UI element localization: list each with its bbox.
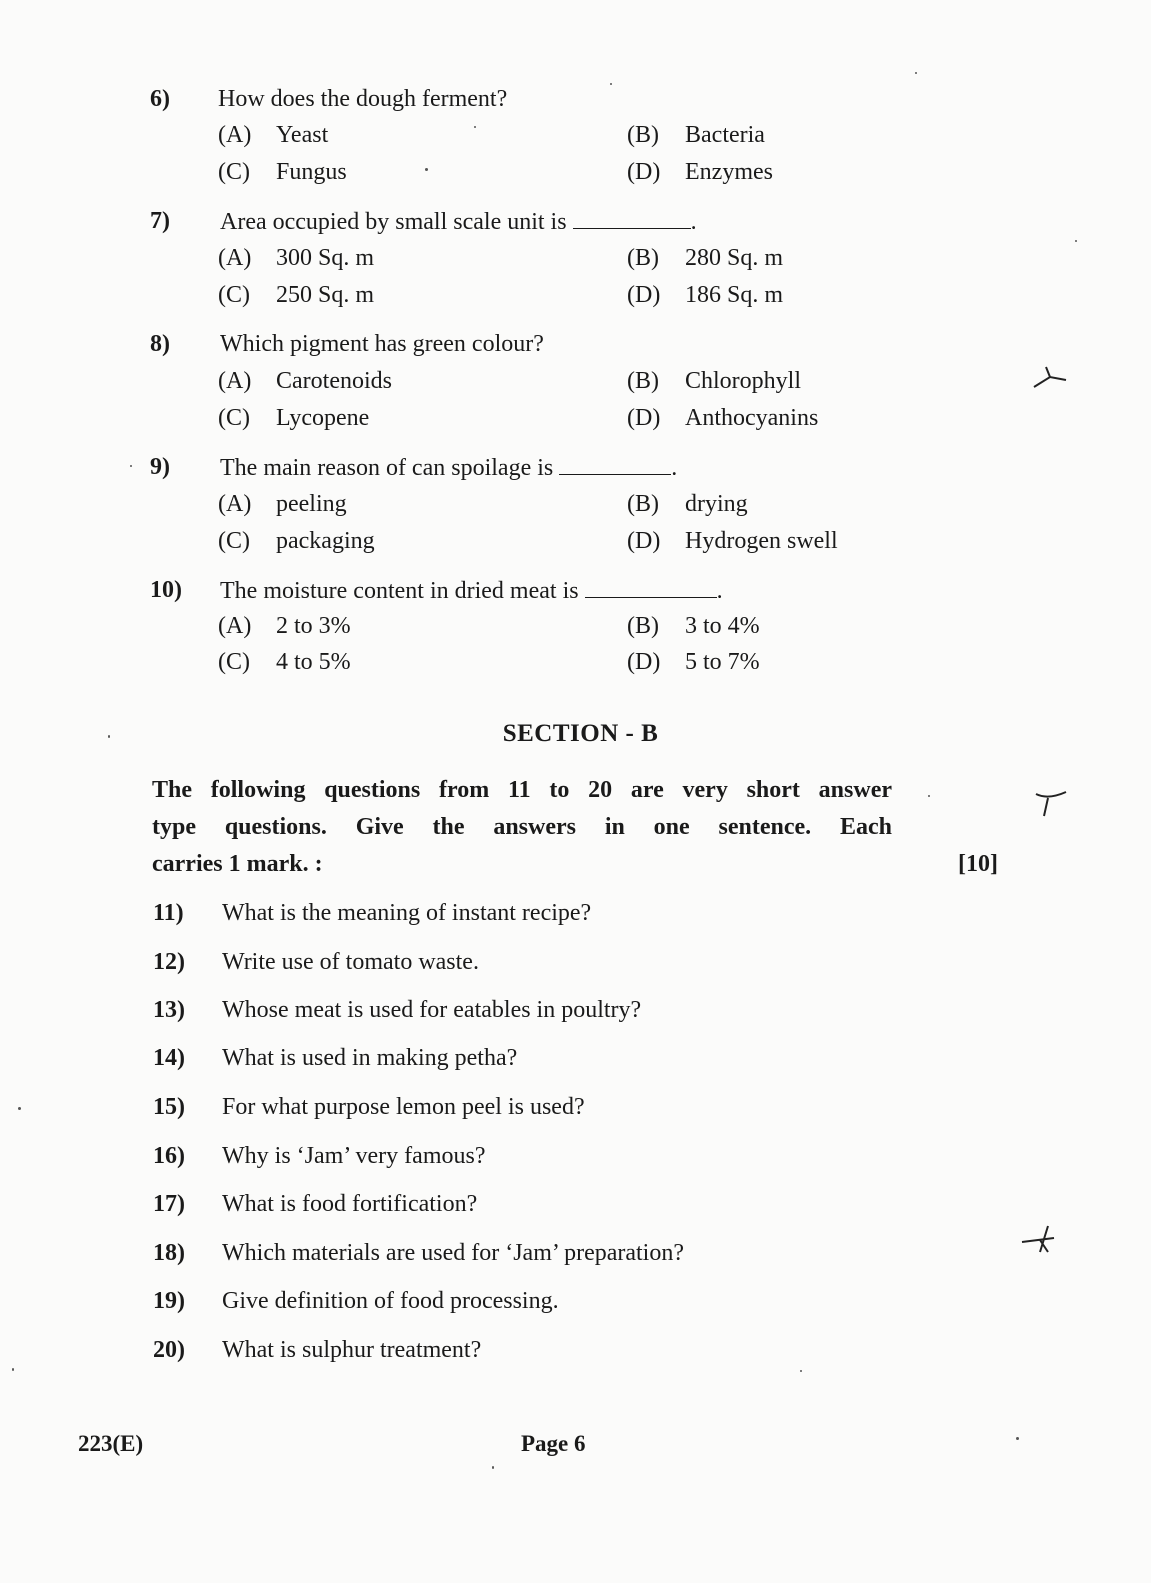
question-text: Which materials are used for ‘Jam’ preparation? <box>222 1240 684 1266</box>
scan-speck <box>1075 240 1077 242</box>
page-number: Page 6 <box>521 1431 586 1456</box>
scan-speck <box>610 83 612 85</box>
option-letter: (A) <box>218 613 252 639</box>
option-text: 280 Sq. m <box>685 245 784 271</box>
option-c <box>218 159 347 186</box>
answer-blank <box>559 454 671 475</box>
option-letter: (B) <box>627 368 659 394</box>
question-text: For what purpose lemon peel is used? <box>222 1094 585 1120</box>
option-letter: (C) <box>218 282 250 308</box>
question-number: 11) <box>153 900 184 926</box>
option-letter: (D) <box>627 528 661 554</box>
option-b <box>627 122 765 149</box>
question-text: What is food fortification? <box>222 1191 478 1217</box>
question-text: Area occupied by small scale unit is <box>220 209 567 235</box>
option-text: Anthocyanins <box>685 405 819 431</box>
scan-speck <box>492 1466 494 1469</box>
section-instruction-line: The following questions from 11 to 20 are very short answer <box>152 777 892 803</box>
option-text: 4 to 5% <box>276 649 351 675</box>
question-text: How does the dough ferment? <box>218 86 508 112</box>
option-a <box>218 122 328 149</box>
question-text: Which pigment has green colour? <box>220 331 544 357</box>
scan-speck <box>130 465 132 467</box>
question-text: The main reason of can spoilage is <box>220 455 554 481</box>
option-b <box>627 245 783 272</box>
ink-mark-icon <box>1032 786 1072 820</box>
question-text: The moisture content in dried meat is <box>220 578 579 604</box>
scan-speck <box>12 1368 14 1371</box>
option-letter: (A) <box>218 368 252 394</box>
option-text: Enzymes <box>685 159 773 185</box>
scan-speck <box>1016 1437 1019 1440</box>
question-text: What is used in making petha? <box>222 1045 518 1071</box>
option-d <box>627 159 773 186</box>
option-d <box>627 405 818 432</box>
option-text: Yeast <box>276 122 329 148</box>
option-b <box>627 368 801 395</box>
option-text: peeling <box>276 491 347 517</box>
option-text: 2 to 3% <box>276 613 351 639</box>
option-text: 186 Sq. m <box>685 282 784 308</box>
section-title: SECTION - B <box>502 720 659 747</box>
option-text: Bacteria <box>685 122 765 148</box>
question-text: Give definition of food processing. <box>222 1288 559 1314</box>
question-text: Write use of tomato waste. <box>222 949 479 975</box>
option-letter: (D) <box>627 649 661 675</box>
option-letter: (C) <box>218 159 250 185</box>
answer-blank <box>585 577 717 598</box>
scan-speck <box>915 72 917 74</box>
option-letter: (D) <box>627 282 661 308</box>
option-text: Fungus <box>276 159 347 185</box>
option-letter: (D) <box>627 159 661 185</box>
option-text: packaging <box>276 528 375 554</box>
option-letter: (B) <box>627 491 659 517</box>
option-letter: (C) <box>218 405 250 431</box>
question-number: 14) <box>153 1045 185 1071</box>
question-number: 8) <box>150 331 170 357</box>
question-number: 9) <box>150 454 170 480</box>
option-b <box>627 613 760 640</box>
section-instruction-line: type questions. Give the answers in one sentence. Each <box>152 814 892 840</box>
option-letter: (B) <box>627 245 659 271</box>
option-letter: (A) <box>218 245 252 271</box>
option-text: 300 Sq. m <box>276 245 375 271</box>
option-letter: (A) <box>218 491 252 517</box>
option-d <box>627 528 838 555</box>
option-letter: (B) <box>627 122 659 148</box>
question-text: What is the meaning of instant recipe? <box>222 900 592 926</box>
option-d <box>627 649 760 676</box>
question-number: 17) <box>153 1191 185 1217</box>
scan-speck <box>474 126 476 128</box>
option-letter: (C) <box>218 649 250 675</box>
section-instruction-line: carries 1 mark. : <box>152 851 323 877</box>
question-number: 16) <box>153 1143 185 1169</box>
option-b <box>627 491 748 518</box>
option-text: Hydrogen swell <box>685 528 838 554</box>
option-text: Chlorophyll <box>685 368 802 394</box>
question-number: 13) <box>153 997 185 1023</box>
option-a <box>218 368 392 395</box>
option-a <box>218 613 351 640</box>
option-letter: (A) <box>218 122 252 148</box>
question-text: What is sulphur treatment? <box>222 1337 482 1363</box>
section-marks: [10] <box>958 851 998 877</box>
paper-code: 223(E) <box>78 1431 144 1456</box>
question-text: Whose meat is used for eatables in poultry? <box>222 997 642 1023</box>
option-letter: (B) <box>627 613 659 639</box>
question-number: 10) <box>150 577 182 603</box>
option-a <box>218 491 347 518</box>
question-number: 7) <box>150 208 170 234</box>
scan-speck <box>928 795 930 797</box>
scan-speck <box>18 1107 21 1110</box>
question-number: 12) <box>153 949 185 975</box>
answer-blank <box>573 208 691 229</box>
option-text: 5 to 7% <box>685 649 760 675</box>
question-text: Why is ‘Jam’ very famous? <box>222 1143 486 1169</box>
scan-speck <box>108 735 110 738</box>
option-c <box>218 282 374 309</box>
scan-speck <box>425 168 428 171</box>
option-c <box>218 405 369 432</box>
question-number: 19) <box>153 1288 185 1314</box>
ink-mark-icon <box>1018 1222 1062 1258</box>
question-number: 6) <box>150 86 170 112</box>
option-text: 3 to 4% <box>685 613 760 639</box>
option-letter: (D) <box>627 405 661 431</box>
ink-mark-icon <box>1030 363 1070 393</box>
option-c <box>218 528 375 555</box>
option-d <box>627 282 783 309</box>
option-text: Lycopene <box>276 405 370 431</box>
option-letter: (C) <box>218 528 250 554</box>
scan-speck <box>800 1370 802 1372</box>
option-text: 250 Sq. m <box>276 282 375 308</box>
option-c <box>218 649 351 676</box>
option-a <box>218 245 374 272</box>
question-number: 20) <box>153 1337 185 1363</box>
exam-page: 6) How does the dough ferment? (A) Yeast (B) Bacteria (C) Fungus (D) Enzymes 7) Area occupied by small scale unit is . (A) 300 Sq. m (B) 280 Sq. m (C) 250 Sq. m (D) 186 Sq. m 8) Which pigment has green colour? (A) Carotenoids (B) Chlorophyll (C) Lycopene (D) Anthocyanins 9) The main reason of can spoilage is . (A) peeling (B) drying (C) packaging (D) Hydrogen swell 10) The moisture content in dried meat is . (A) 2 to 3% (B) 3 to 4% (C) 4 to 5% (D) 5 to 7% SECTION - B The following questions from 11 to 20 are very short answer type questions. Give the answers in one sentence. Each carries 1 mark. : [10] 11) What is the meaning of instant recipe? 12) Write use of tomato waste. 13) Whose meat is used for eatables in poultry? 14) What is used in making petha? 15) For what purpose lemon peel is used? 16) Why is ‘Jam’ very famous? 17) What is food fortification? 18) Which materials are used for ‘Jam’ preparation? 19) Give definition of food processing. 20) What is sulphur treatment? 223(E) Page 6 <box>0 0 1151 1583</box>
question-number: 15) <box>153 1094 185 1120</box>
option-text: Carotenoids <box>276 368 392 394</box>
option-text: drying <box>685 491 748 517</box>
question-number: 18) <box>153 1240 185 1266</box>
